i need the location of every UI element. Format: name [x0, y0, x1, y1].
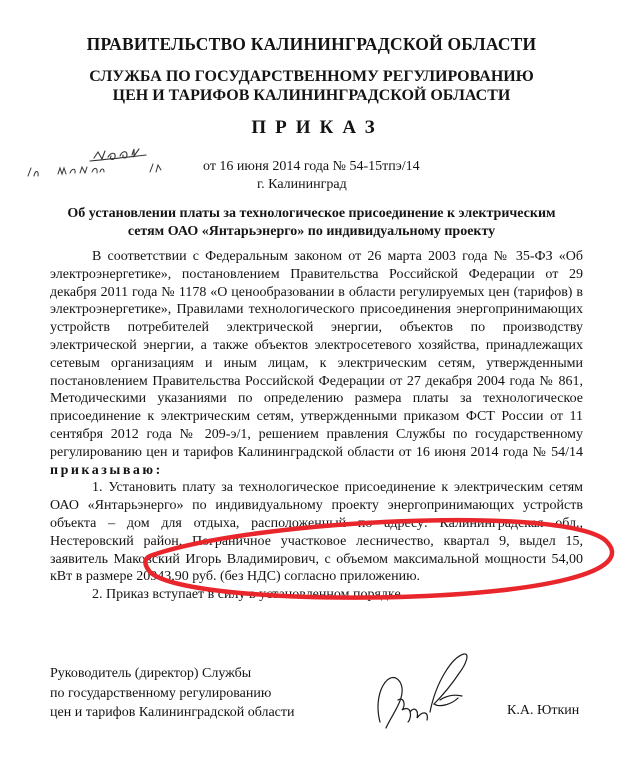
signer-title-line3: цен и тарифов Калининградской области: [50, 705, 295, 720]
handwritten-reg-number: [90, 149, 146, 161]
order-date-number: от 16 июня 2014 года № 54-15тпэ/14: [203, 159, 420, 174]
service-title-line1: СЛУЖБА ПО ГОСУДАРСТВЕННОМУ РЕГУЛИРОВАНИЮ: [89, 68, 534, 85]
service-title-line2: ЦЕН И ТАРИФОВ КАЛИНИНГРАДСКОЙ ОБЛАСТИ: [112, 87, 511, 104]
government-title: ПРАВИТЕЛЬСТВО КАЛИНИНГРАДСКОЙ ОБЛАСТИ: [86, 34, 537, 54]
signer-title: [50, 664, 295, 723]
signer-title-line2: по государственному регулированию: [50, 685, 272, 701]
order-item-1: 1. Установить плату за технологическое присоединение к электрическим сетям ОАО «Янтарьэнерго» по индивидуальному проекту энергопринимающих устройств объекта – дом для отдыха, расположенный по адресу: Калининградская обл., Нестеровский район, Пограничное участковое лесничество, квартал 9, выдел 15, заявитель Маковский Игорь Владимирович, с объемом максимальной мощности 54,00 кВт в размере 20943,90 руб. (без НДС) согласно приложению.: [50, 480, 583, 585]
handwritten-signature: [378, 654, 467, 728]
signer-title-line1: Руководитель (директор) Службы: [50, 666, 252, 681]
preamble-text: В соответствии с Федеральным законом от 26 марта 2003 года № 35-ФЗ «Об электроэнергетике», постановлением Правительства Российской Федерации от 29 декабря 2011 года № 1178 «О ценообразовании в области регулируемых цен (тарифов) в электроэнергетике», Правилами технологического присоединения энергопринимающих устройств потребителей электрической энергии, объектов по производству электрической энергии, а также объектов электросетевого хозяйства, принадлежащих сетевым организациям и иным лицам, к электрическим сетям, утвержденными постановлением Правительства Российской Федерации от 27 декабря 2004 года № 861, Методическими указаниями по определению размера платы за технологическое присоединение к электрическим сетям, утвержденными приказом ФСТ России от 11 сентября 2012 года № 209-э/1, решением правления Службы по государственному регулированию цен и тарифов Калининградской области от 16 июня 2014 года № 54/14: [50, 249, 583, 460]
orders-word: приказываю:: [50, 462, 163, 478]
order-item-2: 2. Приказ вступает в силу в установленном порядке.: [92, 587, 405, 603]
order-city: г. Калининград: [257, 177, 347, 192]
document-type: ПРИКАЗ: [251, 117, 384, 138]
preamble-paragraph: [50, 248, 583, 479]
subject-line1: Об установлении платы за технологическое присоединение к электрическим: [67, 206, 556, 221]
handwritten-reg-date: [28, 164, 161, 176]
subject-line2: сетям ОАО «Янтарьэнерго» по индивидуальному проекту: [127, 224, 496, 239]
signer-name: К.А. Юткин: [507, 703, 580, 718]
order-body: [50, 248, 583, 604]
